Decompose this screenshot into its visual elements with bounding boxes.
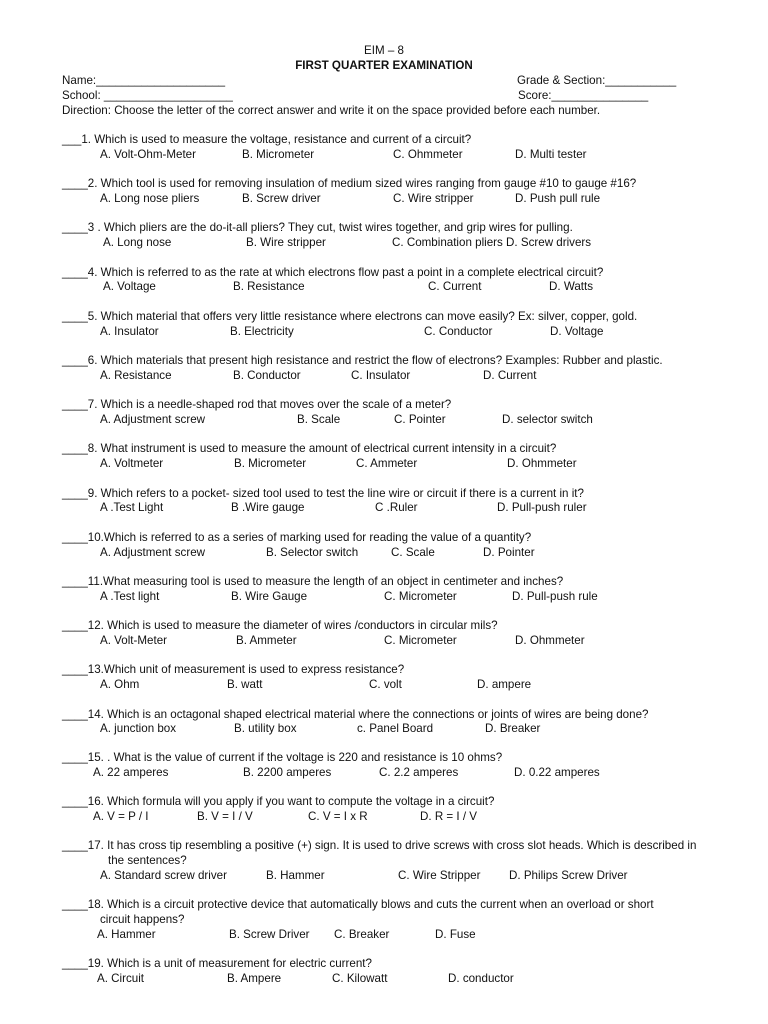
choice-a: A. Long nose (103, 236, 172, 249)
choice-b: B. 2200 amperes (243, 766, 332, 779)
choice-a: A. Insulator (100, 325, 159, 338)
choice-d: D. conductor (448, 972, 514, 985)
choice-d: D. Watts (549, 280, 594, 293)
choice-d: D. Multi tester (515, 148, 587, 161)
choice-c: C. Current (428, 280, 482, 293)
choice-c: C. Pointer (394, 413, 446, 426)
question-text: ____17. It has cross tip resembling a positive (+) sign. It is used to drive screws with cross slot heads. Which is described in (62, 839, 697, 852)
choice-a: A. Long nose pliers (100, 192, 200, 205)
question-text: ____14. Which is an octagonal shaped electrical material where the connections or joints of wires are being done? (62, 708, 649, 721)
choice-a: A. Hammer (97, 928, 156, 941)
question-text: ___1. Which is used to measure the voltage, resistance and current of a circuit? (62, 133, 472, 146)
choice-b: B. Selector switch (266, 546, 359, 559)
choice-c: C .Ruler (375, 501, 418, 514)
choice-d: D. R = I / V (420, 810, 478, 823)
choice-b: B. Wire stripper (246, 236, 326, 249)
choice-a: A. Volt-Ohm-Meter (100, 148, 196, 161)
choice-a: A. Volt-Meter (100, 634, 168, 647)
choice-c: C. Kilowatt (332, 972, 388, 985)
choice-b: B. Electricity (230, 325, 294, 338)
question-text: ____2. Which tool is used for removing insulation of medium sized wires ranging from gauge #10 to gauge #16? (62, 177, 637, 190)
question-text: ____12. Which is used to measure the diameter of wires /conductors in circular mils? (62, 619, 498, 632)
exam-title: FIRST QUARTER EXAMINATION (295, 59, 473, 72)
choice-d: D. Voltage (550, 325, 604, 338)
choice-d: D. Philips Screw Driver (509, 869, 628, 882)
choice-b: B. watt (227, 678, 263, 691)
choice-c: C. Micrometer (384, 590, 457, 603)
choice-c: C. Conductor (424, 325, 493, 338)
choice-d: D. ampere (477, 678, 532, 691)
choice-a: A. Circuit (97, 972, 145, 985)
choice-b: B .Wire gauge (231, 501, 305, 514)
choice-a: A. junction box (100, 722, 177, 735)
choice-c: C. Scale (391, 546, 435, 559)
choice-b: B. Resistance (233, 280, 305, 293)
choice-d: D. Push pull rule (515, 192, 601, 205)
choice-c-d: C. Combination pliers D. Screw drivers (392, 236, 592, 249)
name-field: Name:____________________ (62, 74, 226, 87)
choice-c: C. Wire stripper (393, 192, 474, 205)
choice-a: A. Adjustment screw (100, 413, 206, 426)
choice-b: B. Scale (297, 413, 341, 426)
choice-b: B. V = I / V (197, 810, 253, 823)
choice-b: B. Conductor (233, 369, 301, 382)
choice-b: B. Ampere (227, 972, 282, 985)
question-text: ____7. Which is a needle-shaped rod that moves over the scale of a meter? (62, 398, 452, 411)
choice-d: D. selector switch (502, 413, 593, 426)
choice-c: C. volt (369, 678, 402, 691)
question-text: ____6. Which materials that present high resistance and restrict the flow of electrons? Examples: Rubber and plastic. (62, 354, 663, 367)
choice-c: C. V = I x R (308, 810, 368, 823)
choice-b: B. utility box (234, 722, 297, 735)
choice-c: c. Panel Board (357, 722, 434, 735)
choice-a: A. Ohm (100, 678, 140, 691)
choice-c: C. Breaker (334, 928, 390, 941)
choice-d: D. Pull-push ruler (497, 501, 587, 514)
choice-d: D. Ohmmeter (515, 634, 585, 647)
choice-b: B. Micrometer (242, 148, 315, 161)
choice-a: A. Resistance (100, 369, 172, 382)
choice-b: B. Hammer (266, 869, 325, 882)
choice-c: C. Ohmmeter (393, 148, 463, 161)
choice-a: A .Test Light (100, 501, 164, 514)
score-field: Score:_______________ (518, 89, 649, 102)
question-text-continued: the sentences? (108, 854, 187, 867)
question-text: ____16. Which formula will you apply if you want to compute the voltage in a circuit? (62, 795, 495, 808)
choice-d: D. Pointer (483, 546, 535, 559)
choice-c: C. Wire Stripper (398, 869, 481, 882)
question-text: ____8. What instrument is used to measure the amount of electrical current intensity in a circuit? (62, 442, 557, 455)
question-text: ____15. . What is the value of current if the voltage is 220 and resistance is 10 ohms? (62, 751, 503, 764)
question-text: ____10.Which is referred to as a series of marking used for reading the value of a quantity? (62, 531, 532, 544)
choice-a: A. 22 amperes (93, 766, 169, 779)
choice-c: C. 2.2 amperes (379, 766, 459, 779)
choice-b: B. Screw driver (242, 192, 321, 205)
choice-d: D. Breaker (485, 722, 541, 735)
choice-a: A. Adjustment screw (100, 546, 206, 559)
choice-c: C. Ammeter (356, 457, 418, 470)
question-text: ____4. Which is referred to as the rate at which electrons flow past a point in a complete electrical circuit? (62, 266, 604, 279)
choice-b: B. Ammeter (236, 634, 297, 647)
choice-d: D. 0.22 amperes (514, 766, 600, 779)
question-text: ____18. Which is a circuit protective device that automatically blows and cuts the current when an overload or short (62, 898, 654, 911)
question-text: ____9. Which refers to a pocket- sized tool used to test the line wire or circuit if there is a current in it? (62, 487, 584, 500)
question-text: ____19. Which is a unit of measurement for electric current? (62, 957, 372, 970)
question-text: ____11.What measuring tool is used to measure the length of an object in centimeter and inches? (62, 575, 564, 588)
subject-code: EIM – 8 (364, 44, 404, 57)
direction-text: Direction: Choose the letter of the correct answer and write it on the space provided before each number. (62, 104, 601, 117)
choice-a: A. V = P / I (93, 810, 149, 823)
choice-d: D. Current (483, 369, 537, 382)
choice-b: B. Micrometer (234, 457, 307, 470)
choice-d: D. Pull-push rule (512, 590, 598, 603)
question-text: ____13.Which unit of measurement is used to express resistance? (62, 663, 405, 676)
question-text: ____3 . Which pliers are the do-it-all pliers? They cut, twist wires together, and grip wires for pulling. (62, 221, 573, 234)
choice-a: A .Test light (100, 590, 160, 603)
choice-c: C. Micrometer (384, 634, 457, 647)
choice-d: D. Fuse (435, 928, 476, 941)
choice-b: B. Wire Gauge (231, 590, 308, 603)
question-text: ____5. Which material that offers very little resistance where electrons can move easily? Ex: silver, copper, gold. (62, 310, 638, 323)
choice-a: A. Standard screw driver (100, 869, 227, 882)
choice-a: A. Voltage (103, 280, 156, 293)
question-text-continued: circuit happens? (100, 913, 185, 926)
choice-b: B. Screw Driver (229, 928, 310, 941)
choice-a: A. Voltmeter (100, 457, 164, 470)
school-field: School: ____________________ (62, 89, 233, 102)
choice-d: D. Ohmmeter (507, 457, 577, 470)
grade-section-field: Grade & Section:___________ (517, 74, 677, 87)
choice-c: C. Insulator (351, 369, 411, 382)
